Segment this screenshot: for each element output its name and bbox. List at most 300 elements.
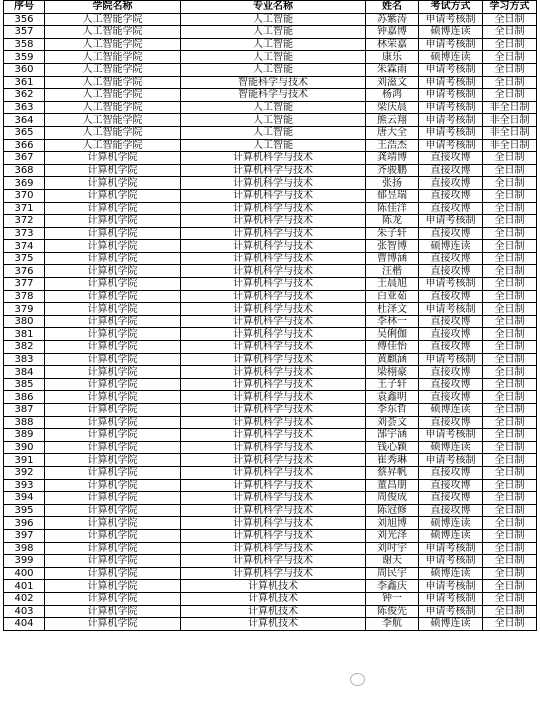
cell-name: 龚靖博 [366, 152, 419, 165]
cell-study-mode: 全日制 [483, 366, 537, 379]
cell-seq: 376 [4, 265, 45, 278]
cell-name: 王晨旭 [366, 278, 419, 291]
cell-name: 张扬 [366, 177, 419, 190]
cell-college: 计算机学院 [45, 353, 181, 366]
cell-major: 计算机科学与技术 [181, 328, 366, 341]
cell-college: 计算机学院 [45, 517, 181, 530]
cell-seq: 365 [4, 126, 45, 139]
cell-major: 智能科学与技术 [181, 89, 366, 102]
cell-major: 计算机科学与技术 [181, 529, 366, 542]
cell-college: 计算机学院 [45, 404, 181, 417]
table-row [4, 114, 537, 127]
cell-major: 计算机科学与技术 [181, 252, 366, 265]
cell-name: 刘滋文 [366, 76, 419, 89]
cell-seq: 384 [4, 366, 45, 379]
cell-study-mode: 全日制 [483, 240, 537, 253]
cell-major: 计算机科学与技术 [181, 391, 366, 404]
cell-name: 陈冠修 [366, 504, 419, 517]
cell-exam-method: 直接攻博 [419, 265, 483, 278]
table-row [4, 265, 537, 278]
cell-college: 计算机学院 [45, 227, 181, 240]
cell-study-mode: 全日制 [483, 592, 537, 605]
cell-major: 计算机科学与技术 [181, 429, 366, 442]
cell-exam-method: 直接攻博 [419, 227, 483, 240]
table-row [4, 618, 537, 631]
cell-study-mode: 全日制 [483, 529, 537, 542]
cell-college: 计算机学院 [45, 189, 181, 202]
cell-college: 计算机学院 [45, 215, 181, 228]
table-row [4, 38, 537, 51]
cell-seq: 397 [4, 529, 45, 542]
cell-name: 林荣嘉 [366, 38, 419, 51]
cell-study-mode: 全日制 [483, 89, 537, 102]
cell-major: 计算机科学与技术 [181, 240, 366, 253]
cell-seq: 374 [4, 240, 45, 253]
cell-study-mode: 全日制 [483, 290, 537, 303]
cell-name: 杨鸿 [366, 89, 419, 102]
cell-study-mode: 全日制 [483, 466, 537, 479]
cell-major: 计算机科学与技术 [181, 479, 366, 492]
cell-major: 计算机科学与技术 [181, 278, 366, 291]
cell-major: 人工智能 [181, 139, 366, 152]
cell-exam-method: 硕博连读 [419, 26, 483, 39]
table-row [4, 479, 537, 492]
cell-major: 计算机科学与技术 [181, 215, 366, 228]
cell-study-mode: 全日制 [483, 504, 537, 517]
cell-study-mode: 全日制 [483, 378, 537, 391]
admission-list-table [3, 0, 537, 631]
cell-seq: 366 [4, 139, 45, 152]
table-row [4, 555, 537, 568]
cell-major: 人工智能 [181, 101, 366, 114]
table-row [4, 303, 537, 316]
cell-study-mode: 全日制 [483, 51, 537, 64]
table-row [4, 517, 537, 530]
cell-seq: 393 [4, 479, 45, 492]
cell-college: 计算机学院 [45, 315, 181, 328]
table-row [4, 416, 537, 429]
table-row [4, 89, 537, 102]
cell-seq: 400 [4, 567, 45, 580]
cell-seq: 373 [4, 227, 45, 240]
cell-college: 计算机学院 [45, 341, 181, 354]
cell-exam-method: 硕博连读 [419, 618, 483, 631]
cell-name: 张智博 [366, 240, 419, 253]
cell-study-mode: 全日制 [483, 328, 537, 341]
cell-name: 曹博涵 [366, 252, 419, 265]
cell-major: 智能科学与技术 [181, 76, 366, 89]
cell-study-mode: 全日制 [483, 215, 537, 228]
cell-name: 朱子轩 [366, 227, 419, 240]
cell-exam-method: 申请考核制 [419, 605, 483, 618]
cell-study-mode: 非全日制 [483, 114, 537, 127]
cell-exam-method: 直接攻博 [419, 189, 483, 202]
header-cell-seq: 序号 [4, 1, 45, 14]
table-row [4, 529, 537, 542]
cell-seq: 385 [4, 378, 45, 391]
cell-exam-method: 直接攻博 [419, 252, 483, 265]
cell-exam-method: 申请考核制 [419, 454, 483, 467]
cell-name: 钟一 [366, 592, 419, 605]
cell-study-mode: 全日制 [483, 252, 537, 265]
cell-seq: 394 [4, 492, 45, 505]
cell-study-mode: 全日制 [483, 353, 537, 366]
table-row [4, 152, 537, 165]
table-row [4, 492, 537, 505]
table-row [4, 290, 537, 303]
table-row [4, 567, 537, 580]
cell-study-mode: 全日制 [483, 454, 537, 467]
cell-exam-method: 直接攻博 [419, 164, 483, 177]
cell-major: 人工智能 [181, 38, 366, 51]
cell-exam-method: 申请考核制 [419, 278, 483, 291]
cell-name: 苏紫涛 [366, 13, 419, 26]
cell-seq: 364 [4, 114, 45, 127]
table-row [4, 227, 537, 240]
cell-study-mode: 全日制 [483, 567, 537, 580]
cell-college: 人工智能学院 [45, 126, 181, 139]
cell-study-mode: 全日制 [483, 76, 537, 89]
cell-college: 计算机学院 [45, 378, 181, 391]
cell-exam-method: 申请考核制 [419, 580, 483, 593]
cell-exam-method: 申请考核制 [419, 76, 483, 89]
cell-major: 计算机科学与技术 [181, 416, 366, 429]
cell-name: 王浩杰 [366, 139, 419, 152]
cell-study-mode: 全日制 [483, 26, 537, 39]
cell-major: 计算机科学与技术 [181, 378, 366, 391]
cell-seq: 377 [4, 278, 45, 291]
header-cell-major: 专业名称 [181, 1, 366, 14]
cell-exam-method: 申请考核制 [419, 215, 483, 228]
table-row [4, 202, 537, 215]
table-row [4, 189, 537, 202]
cell-name: 崔秀琳 [366, 454, 419, 467]
table-row [4, 504, 537, 517]
cell-study-mode: 全日制 [483, 152, 537, 165]
cell-major: 计算机科学与技术 [181, 542, 366, 555]
cell-exam-method: 直接攻博 [419, 466, 483, 479]
cell-study-mode: 非全日制 [483, 101, 537, 114]
cell-seq: 389 [4, 429, 45, 442]
cell-exam-method: 直接攻博 [419, 202, 483, 215]
cell-exam-method: 申请考核制 [419, 303, 483, 316]
cell-name: 梁栩豪 [366, 366, 419, 379]
table-row [4, 51, 537, 64]
cell-seq: 368 [4, 164, 45, 177]
cell-college: 计算机学院 [45, 152, 181, 165]
cell-name: 李航 [366, 618, 419, 631]
cell-name: 李鑫庆 [366, 580, 419, 593]
table-row [4, 63, 537, 76]
cell-exam-method: 申请考核制 [419, 114, 483, 127]
cell-major: 计算机科学与技术 [181, 441, 366, 454]
cell-seq: 381 [4, 328, 45, 341]
cell-college: 人工智能学院 [45, 114, 181, 127]
cell-major: 计算机技术 [181, 605, 366, 618]
cell-name: 汪楷 [366, 265, 419, 278]
cell-college: 计算机学院 [45, 580, 181, 593]
cell-exam-method: 申请考核制 [419, 126, 483, 139]
cell-college: 计算机学院 [45, 454, 181, 467]
cell-exam-method: 申请考核制 [419, 89, 483, 102]
cell-major: 计算机科学与技术 [181, 265, 366, 278]
cell-exam-method: 申请考核制 [419, 555, 483, 568]
cell-seq: 375 [4, 252, 45, 265]
cell-college: 人工智能学院 [45, 101, 181, 114]
cell-seq: 363 [4, 101, 45, 114]
cell-college: 计算机学院 [45, 252, 181, 265]
cell-exam-method: 直接攻博 [419, 328, 483, 341]
cell-name: 周民宇 [366, 567, 419, 580]
cell-major: 人工智能 [181, 26, 366, 39]
cell-name: 陈佳洋 [366, 202, 419, 215]
cell-seq: 358 [4, 38, 45, 51]
cell-seq: 402 [4, 592, 45, 605]
table-row [4, 391, 537, 404]
cell-major: 计算机科学与技术 [181, 454, 366, 467]
cell-exam-method: 直接攻博 [419, 177, 483, 190]
cell-seq: 401 [4, 580, 45, 593]
cell-major: 人工智能 [181, 126, 366, 139]
cell-major: 计算机科学与技术 [181, 504, 366, 517]
cell-study-mode: 全日制 [483, 492, 537, 505]
header-cell-name: 姓名 [366, 1, 419, 14]
cell-seq: 388 [4, 416, 45, 429]
watermark [350, 673, 368, 686]
cell-name: 吴俐伽 [366, 328, 419, 341]
cell-name: 郜宇涵 [366, 429, 419, 442]
cell-name: 白亚茹 [366, 290, 419, 303]
table-row [4, 592, 537, 605]
cell-study-mode: 全日制 [483, 63, 537, 76]
cell-exam-method: 直接攻博 [419, 341, 483, 354]
cell-seq: 391 [4, 454, 45, 467]
cell-study-mode: 全日制 [483, 341, 537, 354]
cell-study-mode: 全日制 [483, 391, 537, 404]
cell-college: 人工智能学院 [45, 139, 181, 152]
cell-seq: 404 [4, 618, 45, 631]
cell-seq: 387 [4, 404, 45, 417]
cell-college: 计算机学院 [45, 303, 181, 316]
cell-exam-method: 直接攻博 [419, 391, 483, 404]
table-row [4, 164, 537, 177]
cell-seq: 367 [4, 152, 45, 165]
cell-college: 人工智能学院 [45, 76, 181, 89]
cell-college: 计算机学院 [45, 164, 181, 177]
cell-college: 人工智能学院 [45, 26, 181, 39]
cell-study-mode: 全日制 [483, 618, 537, 631]
cell-name: 刘吋宇 [366, 542, 419, 555]
cell-college: 计算机学院 [45, 479, 181, 492]
cell-seq: 357 [4, 26, 45, 39]
cell-name: 朱霖雨 [366, 63, 419, 76]
cell-seq: 361 [4, 76, 45, 89]
table-row [4, 26, 537, 39]
cell-name: 刘荟文 [366, 416, 419, 429]
cell-exam-method: 申请考核制 [419, 592, 483, 605]
cell-seq: 369 [4, 177, 45, 190]
cell-name: 齐骏鹏 [366, 164, 419, 177]
cell-seq: 370 [4, 189, 45, 202]
cell-seq: 386 [4, 391, 45, 404]
cell-college: 计算机学院 [45, 542, 181, 555]
cell-major: 人工智能 [181, 51, 366, 64]
cell-major: 计算机科学与技术 [181, 492, 366, 505]
cell-study-mode: 全日制 [483, 580, 537, 593]
cell-study-mode: 全日制 [483, 303, 537, 316]
cell-seq: 383 [4, 353, 45, 366]
cell-college: 计算机学院 [45, 278, 181, 291]
cell-college: 计算机学院 [45, 567, 181, 580]
table-row [4, 542, 537, 555]
cell-major: 计算机技术 [181, 618, 366, 631]
table-row [4, 240, 537, 253]
cell-name: 杜泽文 [366, 303, 419, 316]
header-row [4, 1, 537, 14]
table-row [4, 76, 537, 89]
cell-study-mode: 全日制 [483, 555, 537, 568]
cell-study-mode: 全日制 [483, 542, 537, 555]
cell-exam-method: 硕博连读 [419, 240, 483, 253]
cell-name: 傅佳怡 [366, 341, 419, 354]
cell-name: 刘旭博 [366, 517, 419, 530]
table-row [4, 580, 537, 593]
cell-exam-method: 直接攻博 [419, 366, 483, 379]
cell-major: 计算机科学与技术 [181, 189, 366, 202]
cell-name: 梁庆晨 [366, 101, 419, 114]
header-cell-exam-method: 考试方式 [419, 1, 483, 14]
cell-major: 计算机科学与技术 [181, 353, 366, 366]
cell-college: 人工智能学院 [45, 38, 181, 51]
cell-exam-method: 申请考核制 [419, 139, 483, 152]
cell-major: 计算机科学与技术 [181, 517, 366, 530]
cell-seq: 382 [4, 341, 45, 354]
cell-major: 计算机技术 [181, 592, 366, 605]
cell-major: 计算机科学与技术 [181, 404, 366, 417]
cell-name: 李林一 [366, 315, 419, 328]
cell-major: 计算机科学与技术 [181, 366, 366, 379]
table-row [4, 177, 537, 190]
cell-seq: 390 [4, 441, 45, 454]
cell-major: 计算机科学与技术 [181, 202, 366, 215]
table-row [4, 13, 537, 26]
cell-seq: 392 [4, 466, 45, 479]
cell-study-mode: 全日制 [483, 517, 537, 530]
cell-exam-method: 直接攻博 [419, 378, 483, 391]
watermark-logo-icon [350, 673, 365, 686]
table-row [4, 353, 537, 366]
cell-name: 李东哲 [366, 404, 419, 417]
table-row [4, 278, 537, 291]
table-row [4, 126, 537, 139]
cell-study-mode: 全日制 [483, 278, 537, 291]
cell-major: 计算机科学与技术 [181, 315, 366, 328]
cell-exam-method: 直接攻博 [419, 315, 483, 328]
cell-exam-method: 直接攻博 [419, 479, 483, 492]
cell-college: 计算机学院 [45, 592, 181, 605]
cell-exam-method: 直接攻博 [419, 416, 483, 429]
cell-major: 人工智能 [181, 63, 366, 76]
cell-name: 陈俊先 [366, 605, 419, 618]
cell-study-mode: 全日制 [483, 404, 537, 417]
table-row [4, 378, 537, 391]
table-row [4, 366, 537, 379]
cell-college: 计算机学院 [45, 290, 181, 303]
cell-exam-method: 直接攻博 [419, 504, 483, 517]
cell-major: 计算机技术 [181, 580, 366, 593]
cell-exam-method: 申请考核制 [419, 542, 483, 555]
cell-exam-method: 硕博连读 [419, 567, 483, 580]
cell-major: 计算机科学与技术 [181, 466, 366, 479]
cell-college: 计算机学院 [45, 366, 181, 379]
cell-seq: 379 [4, 303, 45, 316]
table-body [4, 13, 537, 630]
cell-major: 计算机科学与技术 [181, 177, 366, 190]
cell-study-mode: 全日制 [483, 605, 537, 618]
cell-exam-method: 申请考核制 [419, 353, 483, 366]
cell-seq: 398 [4, 542, 45, 555]
cell-exam-method: 硕博连读 [419, 441, 483, 454]
cell-name: 钟嘉博 [366, 26, 419, 39]
cell-college: 计算机学院 [45, 529, 181, 542]
cell-exam-method: 申请考核制 [419, 101, 483, 114]
cell-name: 袁鑫明 [366, 391, 419, 404]
cell-study-mode: 全日制 [483, 265, 537, 278]
cell-exam-method: 申请考核制 [419, 63, 483, 76]
cell-exam-method: 硕博连读 [419, 529, 483, 542]
cell-seq: 399 [4, 555, 45, 568]
cell-study-mode: 非全日制 [483, 126, 537, 139]
table-row [4, 441, 537, 454]
cell-name: 刘光泽 [366, 529, 419, 542]
cell-seq: 362 [4, 89, 45, 102]
table-row [4, 215, 537, 228]
cell-major: 计算机科学与技术 [181, 152, 366, 165]
cell-major: 计算机科学与技术 [181, 164, 366, 177]
cell-major: 计算机科学与技术 [181, 290, 366, 303]
cell-college: 计算机学院 [45, 466, 181, 479]
cell-college: 人工智能学院 [45, 89, 181, 102]
table-row [4, 101, 537, 114]
cell-college: 人工智能学院 [45, 13, 181, 26]
cell-college: 人工智能学院 [45, 51, 181, 64]
cell-name: 周俊成 [366, 492, 419, 505]
header-cell-study-mode: 学习方式 [483, 1, 537, 14]
cell-study-mode: 全日制 [483, 202, 537, 215]
cell-seq: 372 [4, 215, 45, 228]
cell-major: 人工智能 [181, 114, 366, 127]
cell-name: 董昌朋 [366, 479, 419, 492]
table-row [4, 404, 537, 417]
cell-study-mode: 全日制 [483, 164, 537, 177]
cell-seq: 359 [4, 51, 45, 64]
cell-college: 计算机学院 [45, 504, 181, 517]
table-row [4, 466, 537, 479]
cell-study-mode: 全日制 [483, 441, 537, 454]
cell-college: 计算机学院 [45, 177, 181, 190]
cell-name: 王子轩 [366, 378, 419, 391]
cell-study-mode: 全日制 [483, 416, 537, 429]
cell-exam-method: 直接攻博 [419, 290, 483, 303]
cell-college: 计算机学院 [45, 328, 181, 341]
cell-major: 计算机科学与技术 [181, 341, 366, 354]
cell-study-mode: 全日制 [483, 315, 537, 328]
cell-major: 计算机科学与技术 [181, 555, 366, 568]
cell-exam-method: 申请考核制 [419, 429, 483, 442]
cell-exam-method: 硕博连读 [419, 517, 483, 530]
cell-name: 康乐 [366, 51, 419, 64]
table-row [4, 454, 537, 467]
